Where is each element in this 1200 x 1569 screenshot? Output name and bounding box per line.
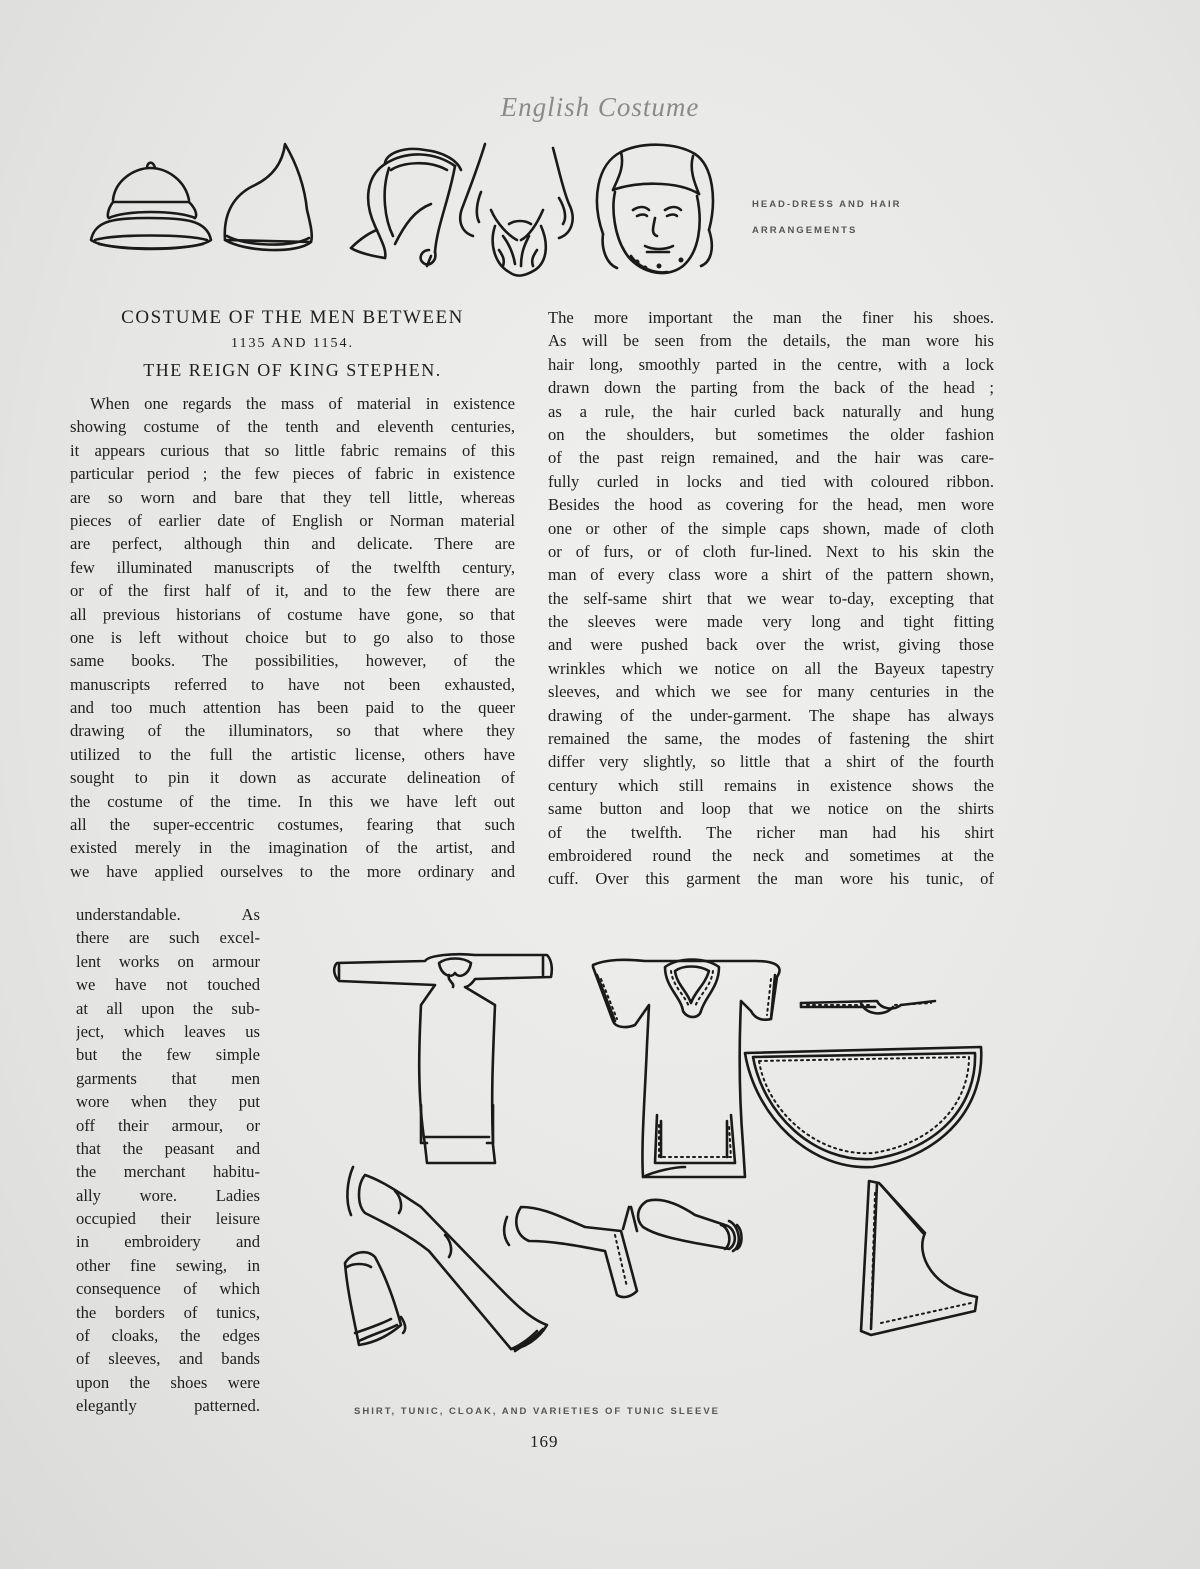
text-line: or of the first half of it, and to the few there are — [70, 581, 515, 601]
text-line: in embroidery and — [76, 1232, 260, 1252]
text-line: When one regards the mass of material in existence — [90, 394, 515, 413]
text-line: pieces of earlier date of English or Norman material — [70, 510, 515, 530]
text-line: occupied their leisure — [76, 1209, 260, 1229]
text-line: at all upon the sub- — [76, 998, 260, 1018]
text-line: upon the shoes were — [76, 1372, 260, 1392]
text-line: there are such excel- — [76, 928, 260, 948]
headdress-caption-line: ARRANGEMENTS — [752, 225, 858, 236]
text-line: century which still remains in existence shows the — [548, 775, 994, 795]
text-line: consequence of which — [76, 1279, 260, 1299]
text-line: sleeves, and which we see for many centuries in the — [548, 682, 994, 702]
text-line: all the super-eccentric costumes, fearing that such — [70, 815, 515, 835]
text-line: we have not touched — [76, 975, 260, 995]
text-line: sought to pin it down as accurate delineation of — [70, 768, 515, 788]
garment-illustrations — [325, 945, 995, 1390]
text-line: the costume of the time. In this we have left out — [70, 791, 515, 811]
text-line: one or other of the simple caps shown, made of cloth — [548, 518, 994, 538]
text-line: showing costume of the tenth and eleventh centuries, — [70, 417, 515, 437]
hood-drawing — [861, 1181, 977, 1335]
hooded-head-drawing — [351, 149, 461, 266]
text-line: on the shoulders, but sometimes the older fashion — [548, 424, 994, 444]
running-head: English Costume — [500, 92, 700, 122]
shirt-drawing — [334, 954, 552, 1163]
right-column-text — [548, 306, 994, 891]
text-line: drawn down the parting from the back of the head ; — [548, 378, 994, 398]
text-line: but the few simple — [76, 1045, 260, 1065]
bearded-head-drawing — [460, 144, 572, 276]
text-line: off their armour, or — [76, 1115, 260, 1135]
text-line: same button and loop that we notice on the shirts — [548, 799, 994, 819]
text-line: drawing of the under-garment. The shape has always — [548, 705, 994, 725]
text-line: existed merely in the imagination of the artist, and — [70, 838, 515, 858]
section-heading-dates: 1135 AND 1154. — [230, 336, 355, 351]
text-line: elegantly patterned. — [76, 1396, 260, 1416]
left-column — [70, 306, 515, 883]
text-line: are so worn and bare that they tell little, whereas — [70, 487, 515, 507]
text-line: ally wore. Ladies — [76, 1185, 260, 1205]
headdress-caption — [752, 192, 902, 244]
text-line: of the twelfth. The richer man had his shirt — [548, 822, 994, 842]
text-line: ject, which leaves us — [76, 1021, 260, 1041]
text-line: are perfect, although thin and delicate. There are — [70, 534, 515, 554]
text-line: manuscripts referred to have not been exhausted, — [70, 674, 515, 694]
text-line: or of furs, or of cloth fur-lined. Next to his skin the — [548, 541, 994, 561]
text-line: it appears curious that so little fabric remains of this — [70, 440, 515, 460]
text-line: differ very slightly, so little that a shirt of the fourth — [548, 752, 994, 772]
text-line: all previous historians of costume have gone, so that — [70, 604, 515, 624]
tunic-drawing — [593, 960, 780, 1178]
section-heading: COSTUME OF THE MEN BETWEEN — [121, 307, 464, 328]
text-line: few illuminated manuscripts of the twelfth century, — [70, 557, 515, 577]
text-line: other fine sewing, in — [76, 1255, 260, 1275]
text-line: we have applied ourselves to the more ordinary and — [70, 861, 515, 881]
text-line: cuff. Over this garment the man wore his tunic, of — [548, 869, 994, 889]
text-line: of the past reign remained, and the hair was care- — [548, 448, 994, 468]
text-line: embroidered round the neck and sometimes at the — [548, 845, 994, 865]
text-line: fully curled in locks and tied with coloured ribbon. — [548, 471, 994, 491]
text-line: that the peasant and — [76, 1138, 260, 1158]
text-line: garments that men — [76, 1068, 260, 1088]
narrow-column-text — [76, 903, 260, 1418]
text-line: understandable. As — [76, 905, 260, 924]
text-line: wrinkles which we notice on all the Bayeux tapestry — [548, 658, 994, 678]
text-line: remained the same, the modes of fastening the shirt — [548, 729, 994, 749]
headdress-illustrations — [85, 140, 735, 280]
text-line: the self-same shirt that we wear to-day, excepting that — [548, 588, 994, 608]
text-line: the merchant habitu- — [76, 1162, 260, 1182]
headdress-caption-line: HEAD-DRESS AND HAIR — [752, 199, 902, 210]
text-line: of cloaks, the edges — [76, 1326, 260, 1346]
text-line: The more important the man the finer his shoes. — [548, 308, 994, 327]
text-line: Besides the hood as covering for the head, men wore — [548, 495, 994, 515]
text-line: man of every class wore a shirt of the pattern shown, — [548, 565, 994, 585]
text-line: same books. The possibilities, however, of the — [70, 651, 515, 671]
text-line: the borders of tunics, — [76, 1302, 260, 1322]
cloak-drawing — [745, 1001, 981, 1167]
page-number: 169 — [530, 1432, 559, 1451]
text-line: as a rule, the hair curled back naturally and hung — [548, 401, 994, 421]
figure-caption: SHIRT, TUNIC, CLOAK, AND VARIETIES OF TUNIC SLEEVE — [354, 1406, 721, 1417]
text-line: and were pushed back over the wrist, giving those — [548, 635, 994, 655]
text-line: lent works on armour — [76, 951, 260, 971]
cap-with-brim-drawing — [91, 163, 211, 249]
hooded-face-drawing — [597, 145, 713, 273]
text-line: and too much attention has been paid to the queer — [70, 698, 515, 718]
text-line: one is left without choice but to go also to those — [70, 627, 515, 647]
text-line: As will be seen from the details, the man wore his — [548, 331, 994, 351]
sleeve-drawing — [345, 1167, 547, 1351]
text-line: hair long, smoothly parted in the centre, with a lock — [548, 354, 994, 374]
text-line: of sleeves, and bands — [76, 1349, 260, 1369]
text-line: drawing of the illuminators, so that where they — [70, 721, 515, 741]
text-line: utilized to the full the artistic license, others have — [70, 744, 515, 764]
text-line: wore when they put — [76, 1092, 260, 1112]
section-subheading: THE REIGN OF KING STEPHEN. — [143, 360, 442, 380]
sleeve-drawing — [504, 1200, 741, 1297]
pointed-cap-drawing — [225, 144, 312, 250]
text-line: particular period ; the few pieces of fabric in existence — [70, 464, 515, 484]
text-line: the sleeves were made very long and tight fitting — [548, 612, 994, 632]
left-column-text — [70, 392, 515, 883]
